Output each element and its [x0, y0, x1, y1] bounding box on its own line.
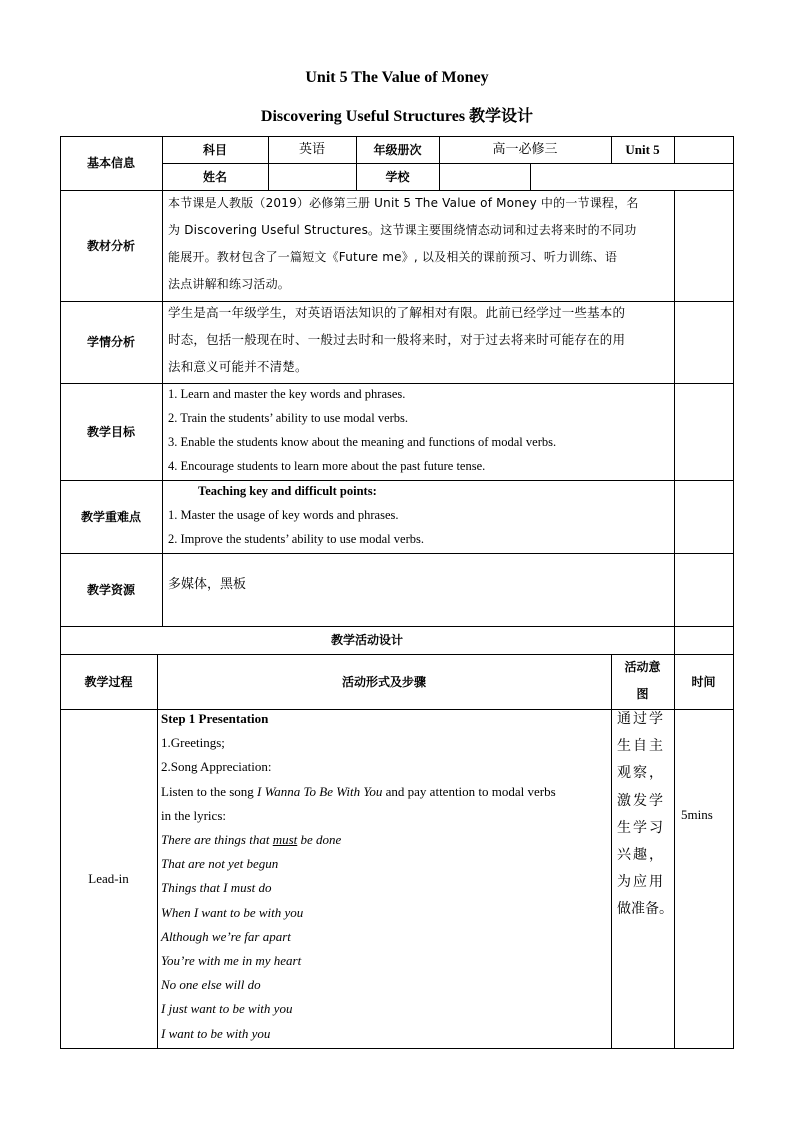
text-line: 本节课是人教版（2019）必修第三册 Unit 5 The Value of Money 中的一节课程，名 [168, 196, 639, 210]
school-label: 学校 [385, 169, 410, 184]
keypoint-item: 1. Master the usage of key words and phrases. [168, 508, 399, 522]
resources-value: 多媒体，黑板 [168, 577, 247, 592]
keypoints-heading: Teaching key and difficult points: [198, 484, 377, 498]
subject-value: 英语 [298, 141, 325, 157]
lyric-line: Although we’re far apart [161, 928, 291, 944]
text-line: 学生是高一年级学生，对英语语法知识的了解相对有限。此前已经学过一些基本的 [168, 305, 626, 320]
song-title: I Wanna To Be With You [257, 783, 383, 799]
objectives-text [162, 382, 674, 479]
lyric-line: Things that I must do [161, 880, 272, 896]
lyric-line: When I want to be with you [161, 904, 304, 920]
lyric-line: I want to be with you [161, 1025, 271, 1041]
intent-line: 为应用 [617, 874, 665, 891]
step-item: 2.Song Appreciation: [161, 759, 272, 775]
leadin-label: Lead-in [88, 870, 129, 886]
intent-line: 生学习 [617, 819, 665, 836]
text-line: 法点讲解和练习活动。 [168, 277, 291, 291]
objective-item: 1. Learn and master the key words and phrases. [168, 387, 406, 401]
document-subtitle: Discovering Useful Structures 教学设计 [260, 108, 534, 125]
name-label: 姓名 [202, 169, 227, 184]
listen-prefix: Listen to the song [161, 783, 258, 799]
student-analysis-label: 学情分析 [86, 335, 135, 349]
intent-line: 兴趣， [617, 847, 665, 864]
material-analysis-label: 教材分析 [86, 238, 135, 253]
activity-design-title: 教学活动设计 [330, 633, 403, 647]
text-line: 能展开。教材包含了一篇短文《Future me》, 以及相关的课前预习、听力训练、语 [168, 250, 618, 264]
lyric-part: be done [297, 832, 342, 848]
student-analysis-text [162, 299, 674, 381]
listen-instruction [161, 780, 607, 804]
intent-line: 生自主 [617, 738, 665, 755]
lyric-line: No one else will do [161, 977, 261, 993]
col-intent-line: 活动意 [624, 660, 661, 674]
col-intent-header [611, 654, 674, 709]
subject-label: 科目 [202, 142, 227, 157]
keypoints-text [162, 479, 674, 552]
intent-line: 激发学 [617, 792, 665, 809]
keypoints-label: 教学重难点 [80, 509, 141, 524]
text-line: 为 Discovering Useful Structures。这节课主要围绕情态动词和过去将来时的不同功 [168, 223, 637, 237]
col-steps-header: 活动形式及步骤 [341, 674, 426, 689]
listen-suffix: and pay attention to modal verbs [382, 783, 556, 799]
objective-item: 3. Enable the students know about the meaning and functions of modal verbs. [168, 435, 557, 449]
material-analysis-text [162, 190, 674, 301]
intent-line: 观察， [617, 765, 665, 782]
intent-line: 做准备。 [617, 901, 673, 918]
text-line: 法和意义可能并不清楚。 [168, 359, 308, 374]
document-title: Unit 5 The Value of Money [305, 69, 489, 86]
step-title: Step 1 Presentation [161, 711, 269, 726]
col-time-header: 时间 [691, 674, 716, 689]
leadin-intent [611, 706, 674, 936]
resources-label: 教学资源 [86, 582, 135, 597]
col-intent-line: 图 [636, 687, 649, 701]
step-item: 1.Greetings; [161, 735, 225, 751]
grade-label: 年级册次 [373, 142, 422, 157]
keypoint-item: 2. Improve the students’ ability to use modal verbs. [168, 532, 424, 546]
unit-value: Unit 5 [625, 141, 660, 157]
text-line: 时态，包括一般现在时、一般过去时和一般将来时，对于过去将来时可能存在的用 [168, 332, 626, 347]
lyric-line: I just want to be with you [161, 1001, 293, 1017]
lyric-line: You’re with me in my heart [161, 953, 302, 969]
lyric-line: That are not yet begun [161, 856, 279, 872]
leadin-time: 5mins [681, 807, 713, 822]
leadin-steps [157, 707, 611, 1046]
col-process-header: 教学过程 [84, 674, 133, 689]
grade-value: 高一必修三 [492, 141, 558, 157]
lyric-modal-verb: must [272, 832, 298, 848]
objectives-label: 教学目标 [86, 424, 135, 439]
objective-item: 4. Encourage students to learn more about the past future tense. [168, 459, 486, 473]
listen-instruction-line2: in the lyrics: [161, 807, 226, 823]
lyric-part: There are things that [161, 832, 273, 848]
lyric-line [161, 828, 607, 852]
objective-item: 2. Train the students’ ability to use modal verbs. [168, 411, 409, 425]
basic-info-label: 基本信息 [86, 156, 135, 170]
intent-line: 通过学 [617, 711, 665, 727]
